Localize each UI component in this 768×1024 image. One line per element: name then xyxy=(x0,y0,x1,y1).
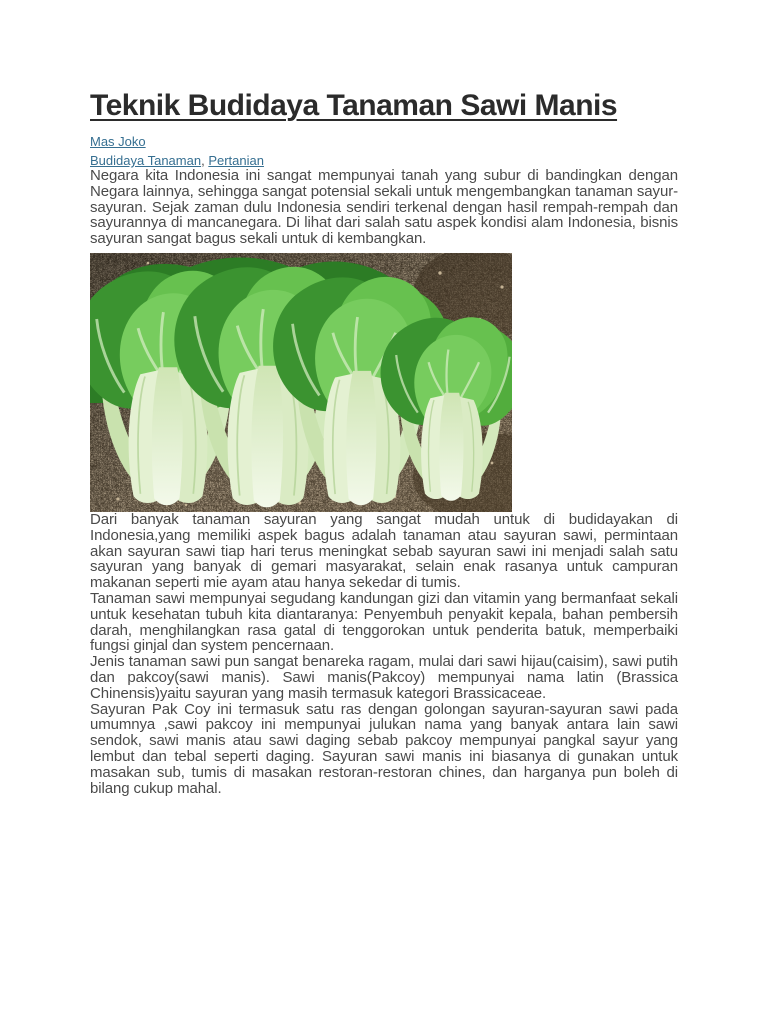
paragraph-kandungan-gizi: Tanaman sawi mempunyai segudang kandungan gizi dan vitamin yang bermanfaat sekali untuk kesehatan tubuh kita diantaranya: Penyembuh penyakit kepala, bahan pembersih darah, menghilangkan rasa gatal di tenggorokan untuk penderita batuk, memperbaiki fungsi ginjal dan system pencernaan. xyxy=(90,589,678,655)
paragraph-jenis-sawi: Jenis tanaman sawi pun sangat benareka ragam, mulai dari sawi hijau(caisim), sawi putih dan pakcoy(sawi manis). Sawi manis(Pakcoy) mempunyai nama latin (Brassica Chinensis)yaitu sayuran yang masih termasuk kategori Brassicaceae. xyxy=(90,653,678,702)
pakcoy-photo-illustration xyxy=(90,253,512,512)
paragraph-pakcoy-julukan: Sayuran Pak Coy ini termasuk satu ras dengan golongan sayuran-sayuran sawi pada umumnya ,sawi pakcoy ini mempunyai julukan nama yang banyak antara lain sawi sendok, sawi manis atau sawi daging sebab pakcoy mempunyai pangkal sayur yang lembut dan tebal seperti daging. Sayuran sawi manis ini biasanya di gunakan untuk masakan sub, tumis di masakan restoran-restoran chines, dan harganya pun boleh di bilang cukup mahal. xyxy=(90,700,678,797)
pakcoy-photo xyxy=(90,253,512,512)
category-list xyxy=(90,153,678,168)
byline xyxy=(90,134,678,149)
article-content xyxy=(90,0,678,796)
category-link-pertanian[interactable]: Pertanian xyxy=(208,153,264,168)
paragraph-permintaan-sawi: Dari banyak tanaman sayuran yang sangat mudah untuk di budidayakan di Indonesia,yang memiliki aspek bagus adalah tanaman atau sayuran sawi, permintaan akan sayuran sawi tiap hari terus meningkat sebab sayuran sawi ini menjadi salah satu sayuran yang banyak di gemari masyarakat, selain enak rasanya untuk campuran makanan seperti mie ayam atau hanya sekedar di tumis. xyxy=(90,510,678,592)
category-link-budidaya-tanaman[interactable]: Budidaya Tanaman xyxy=(90,153,202,168)
page-title: Teknik Budidaya Tanaman Sawi Manis xyxy=(90,89,618,122)
paragraph-intro: Negara kita Indonesia ini sangat mempunyai tanah yang subur di bandingkan dengan Negara lainnya, sehingga sangat potensial sekali untuk mengembangkan tanaman sayur-sayuran. Sejak zaman dulu Indonesia sendiri terkenal dengan hasil rempah-rempah dan sayurannya di mancanegara. Di lihat dari salah satu aspek kondisi alam Indonesia, bisnis sayuran sangat bagus sekali untuk di kembangkan. xyxy=(90,167,678,248)
author-link[interactable]: Mas Joko xyxy=(90,134,146,149)
category-separator: , xyxy=(201,153,209,168)
